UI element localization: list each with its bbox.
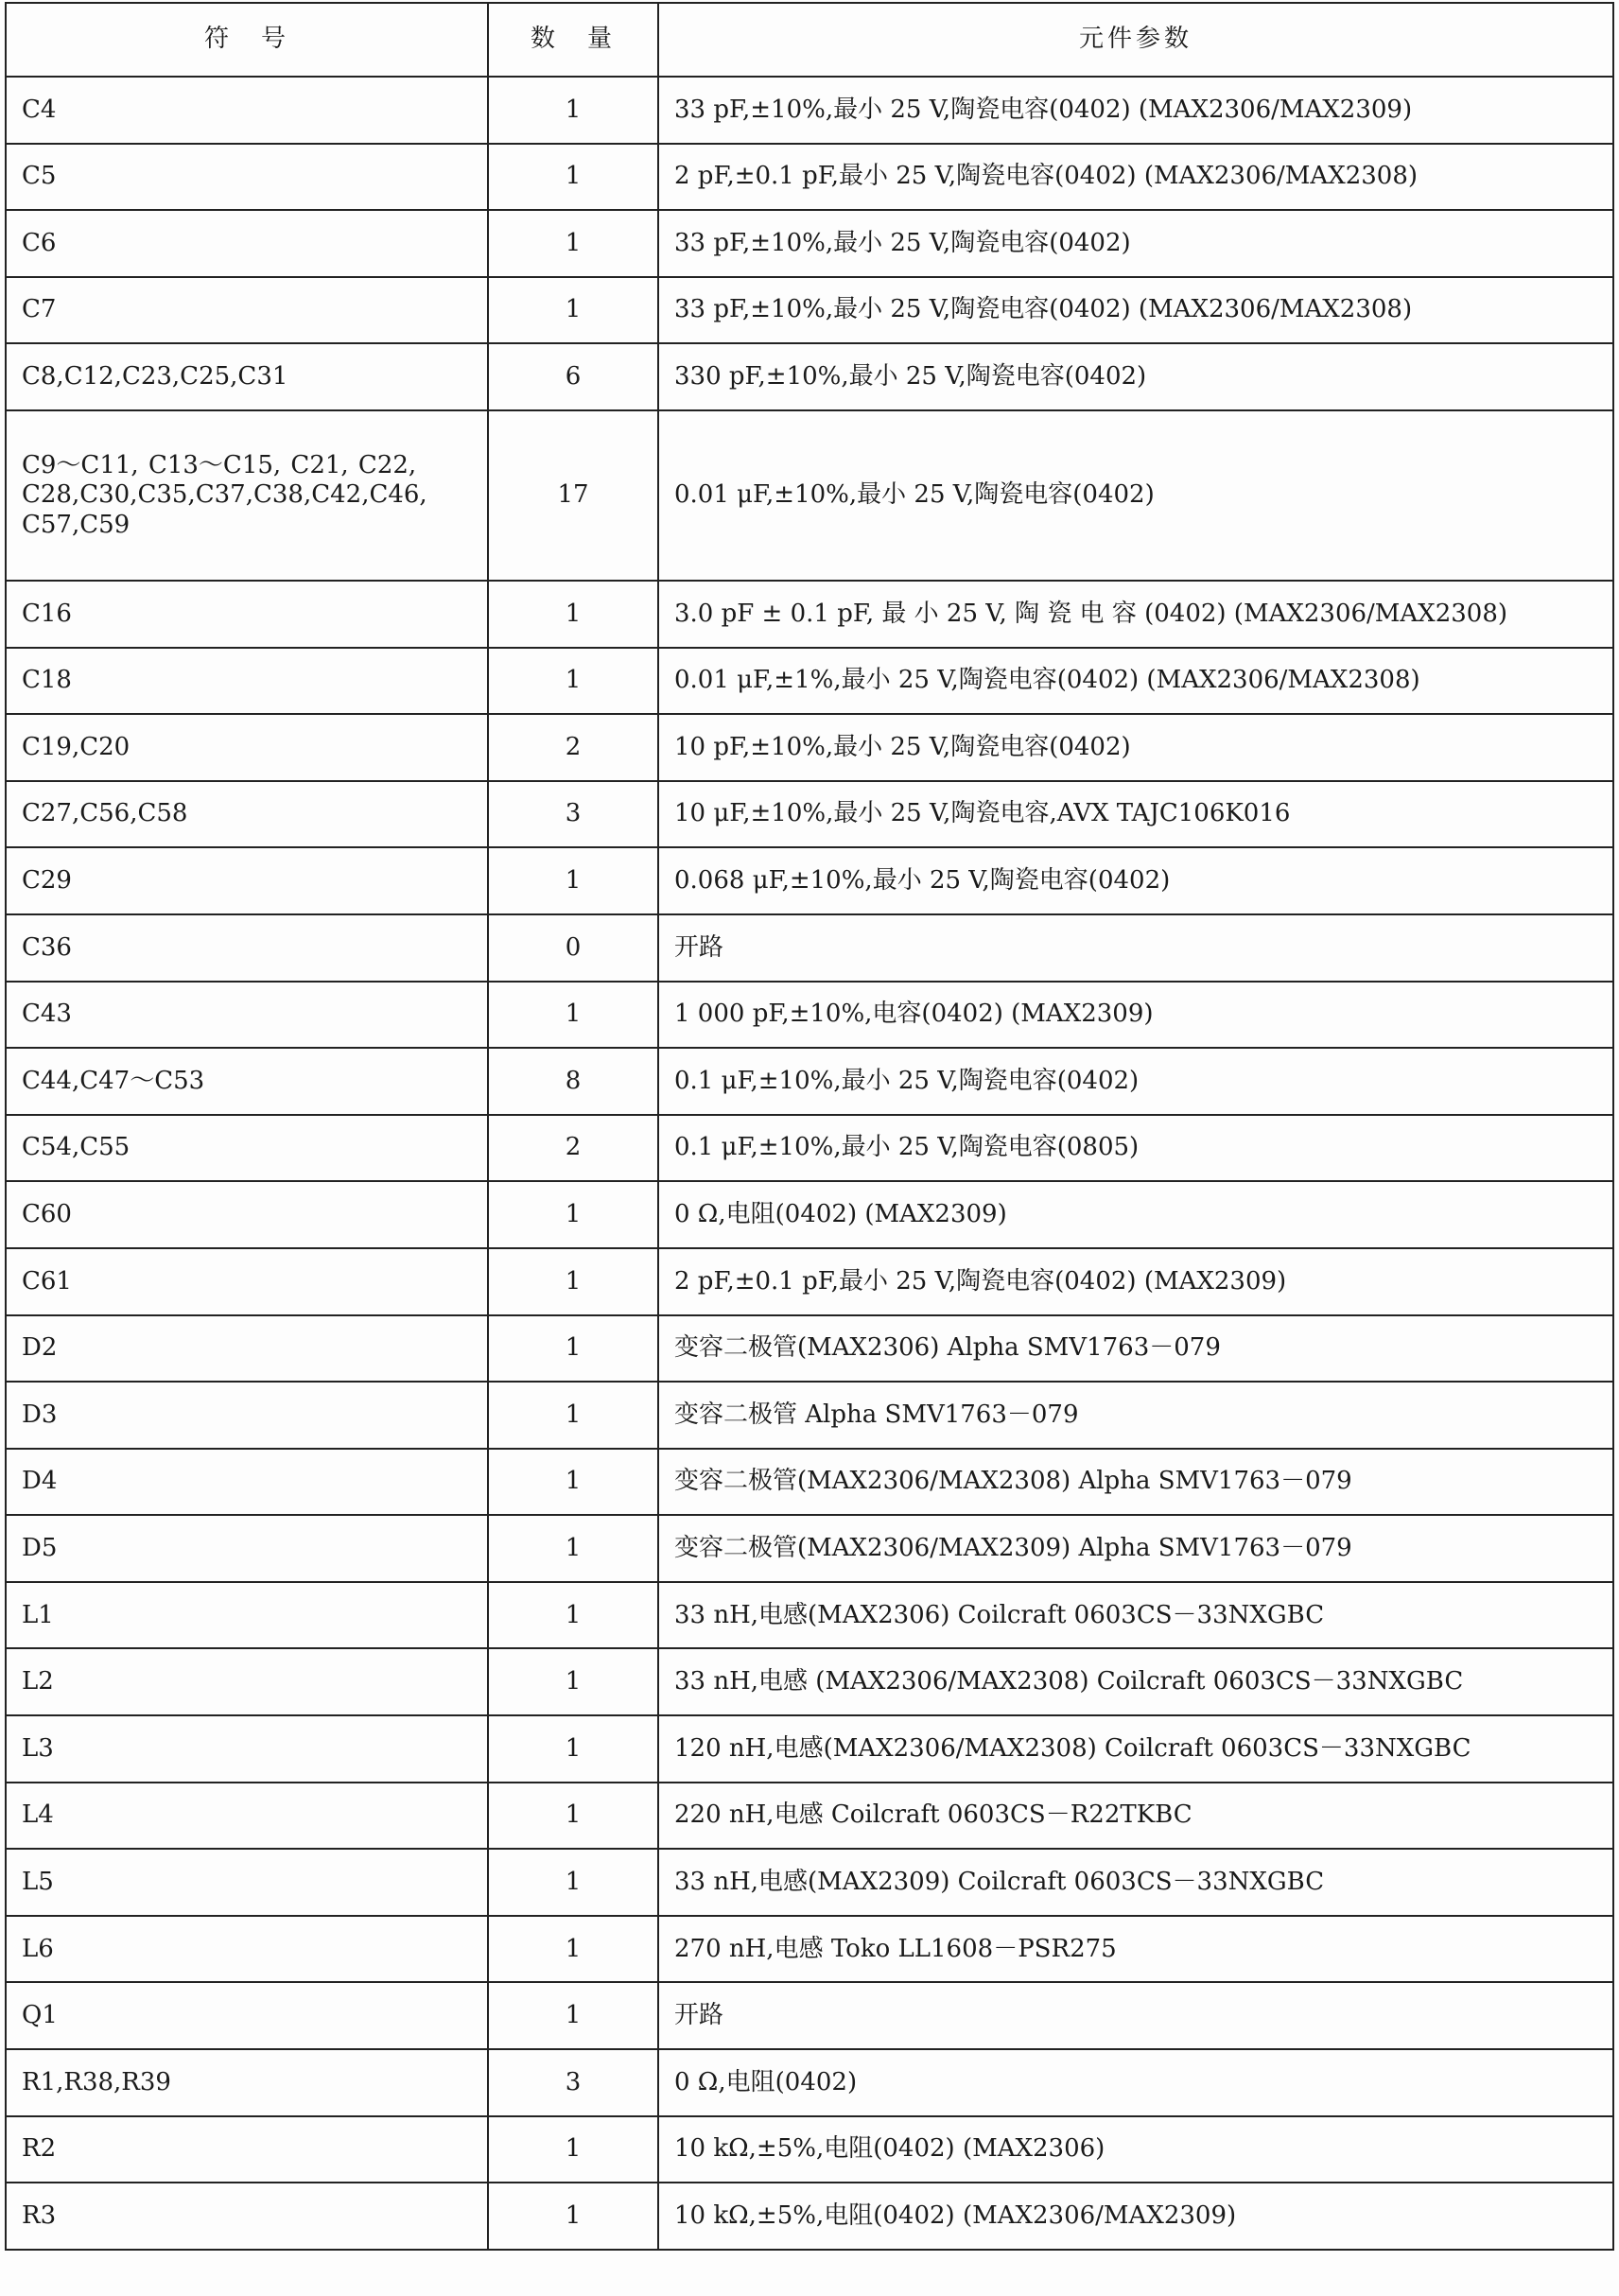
table-row <box>6 1048 1613 1115</box>
symbol-line: C36 <box>22 932 72 962</box>
symbol-line: D4 <box>22 1467 58 1496</box>
cell-symbol <box>6 1849 488 1916</box>
table-row <box>6 1115 1613 1182</box>
symbol-line: L4 <box>22 1800 54 1830</box>
cell-parameters: 10 μF,±10%,最小 25 V,陶瓷电容,AVX TAJC106K016 <box>658 781 1613 848</box>
cell-parameters: 变容二极管(MAX2306/MAX2308) Alpha SMV1763－079 <box>658 1449 1613 1516</box>
symbol-line: L5 <box>22 1867 54 1896</box>
symbol-line: C61 <box>22 1266 72 1296</box>
cell-symbol <box>6 1715 488 1783</box>
cell-quantity: 1 <box>488 1315 658 1383</box>
cell-parameters: 开路 <box>658 914 1613 982</box>
cell-parameters: 33 pF,±10%,最小 25 V,陶瓷电容(0402) <box>658 210 1613 277</box>
cell-quantity: 1 <box>488 1849 658 1916</box>
table-row <box>6 1449 1613 1516</box>
cell-symbol <box>6 781 488 848</box>
header-quantity: 数 量 <box>488 3 658 77</box>
table-row <box>6 914 1613 982</box>
cell-quantity: 3 <box>488 2049 658 2116</box>
cell-quantity: 1 <box>488 982 658 1049</box>
cell-parameters: 10 kΩ,±5%,电阻(0402) (MAX2306/MAX2309) <box>658 2183 1613 2250</box>
symbol-line: L2 <box>22 1667 54 1696</box>
cell-quantity: 1 <box>488 2116 658 2183</box>
cell-parameters: 变容二极管(MAX2306/MAX2309) Alpha SMV1763－079 <box>658 1515 1613 1582</box>
table-row <box>6 648 1613 715</box>
cell-quantity: 1 <box>488 1982 658 2049</box>
symbol-line: C16 <box>22 599 72 628</box>
cell-quantity: 1 <box>488 1648 658 1715</box>
symbol-line: C9～C11, C13～C15, C21, C22, <box>22 451 417 480</box>
cell-symbol <box>6 581 488 648</box>
table-row <box>6 144 1613 211</box>
symbol-line: C43 <box>22 1000 72 1029</box>
cell-quantity: 1 <box>488 1916 658 1983</box>
cell-quantity: 2 <box>488 1115 658 1182</box>
symbol-line: Q1 <box>22 2001 58 2030</box>
cell-symbol <box>6 1315 488 1383</box>
cell-quantity: 1 <box>488 2183 658 2250</box>
cell-symbol <box>6 648 488 715</box>
cell-symbol <box>6 1783 488 1850</box>
table-row <box>6 277 1613 344</box>
cell-symbol <box>6 1982 488 2049</box>
symbol-line: D5 <box>22 1533 58 1562</box>
table-row <box>6 1916 1613 1983</box>
cell-symbol <box>6 277 488 344</box>
symbol-line: C6 <box>22 228 57 257</box>
header-symbol: 符 号 <box>6 3 488 77</box>
table-row <box>6 1982 1613 2049</box>
symbol-line: L6 <box>22 1934 54 1963</box>
cell-symbol <box>6 2116 488 2183</box>
table-row <box>6 781 1613 848</box>
cell-quantity: 1 <box>488 77 658 144</box>
cell-parameters: 0.068 μF,±10%,最小 25 V,陶瓷电容(0402) <box>658 847 1613 914</box>
cell-symbol <box>6 1916 488 1983</box>
cell-quantity: 2 <box>488 714 658 781</box>
cell-parameters: 开路 <box>658 1982 1613 2049</box>
cell-quantity: 1 <box>488 1248 658 1315</box>
table-row <box>6 2049 1613 2116</box>
cell-quantity: 1 <box>488 1715 658 1783</box>
cell-symbol <box>6 847 488 914</box>
table-row <box>6 210 1613 277</box>
cell-parameters: 10 kΩ,±5%,电阻(0402) (MAX2306) <box>658 2116 1613 2183</box>
table-row <box>6 1715 1613 1783</box>
table-row <box>6 1315 1613 1383</box>
cell-symbol <box>6 77 488 144</box>
cell-parameters: 1 000 pF,±10%,电容(0402) (MAX2309) <box>658 982 1613 1049</box>
cell-quantity: 1 <box>488 1181 658 1248</box>
cell-quantity: 1 <box>488 144 658 211</box>
symbol-line: C7 <box>22 295 57 324</box>
symbol-line: L3 <box>22 1733 54 1763</box>
cell-symbol <box>6 2049 488 2116</box>
cell-parameters: 33 nH,电感 (MAX2306/MAX2308) Coilcraft 0603CS－33NXGBC <box>658 1648 1613 1715</box>
cell-parameters: 变容二极管(MAX2306) Alpha SMV1763－079 <box>658 1315 1613 1383</box>
table-header-row <box>6 3 1613 77</box>
symbol-line: C57,C59 <box>22 510 131 539</box>
table-row <box>6 1783 1613 1850</box>
cell-parameters: 220 nH,电感 Coilcraft 0603CS－R22TKBC <box>658 1783 1613 1850</box>
symbol-line: C54,C55 <box>22 1133 131 1162</box>
cell-symbol <box>6 1382 488 1449</box>
table-row <box>6 2116 1613 2183</box>
table-row <box>6 1849 1613 1916</box>
cell-quantity: 1 <box>488 1783 658 1850</box>
cell-quantity: 1 <box>488 1449 658 1516</box>
symbol-line: C4 <box>22 95 57 124</box>
header-parameters: 元件参数 <box>658 3 1613 77</box>
cell-symbol <box>6 982 488 1049</box>
cell-symbol <box>6 210 488 277</box>
cell-symbol <box>6 1248 488 1315</box>
cell-quantity: 1 <box>488 1582 658 1649</box>
cell-quantity: 0 <box>488 914 658 982</box>
cell-symbol <box>6 1582 488 1649</box>
cell-quantity: 3 <box>488 781 658 848</box>
cell-quantity: 6 <box>488 343 658 410</box>
cell-parameters: 33 nH,电感(MAX2306) Coilcraft 0603CS－33NXGBC <box>658 1582 1613 1649</box>
table-row <box>6 343 1613 410</box>
cell-parameters: 330 pF,±10%,最小 25 V,陶瓷电容(0402) <box>658 343 1613 410</box>
cell-symbol <box>6 1048 488 1115</box>
cell-symbol <box>6 1515 488 1582</box>
table-row <box>6 77 1613 144</box>
symbol-line: C44,C47～C53 <box>22 1066 205 1095</box>
table-row <box>6 581 1613 648</box>
cell-parameters: 0.1 μF,±10%,最小 25 V,陶瓷电容(0402) <box>658 1048 1613 1115</box>
symbol-line: C28,C30,C35,C37,C38,C42,C46, <box>22 480 427 510</box>
table-row <box>6 1515 1613 1582</box>
table-row <box>6 2183 1613 2250</box>
cell-symbol <box>6 1449 488 1516</box>
symbol-line: D3 <box>22 1400 58 1429</box>
symbol-line: L1 <box>22 1600 54 1629</box>
cell-symbol <box>6 144 488 211</box>
table-body <box>6 77 1613 2250</box>
cell-parameters: 2 pF,±0.1 pF,最小 25 V,陶瓷电容(0402) (MAX2309) <box>658 1248 1613 1315</box>
symbol-line: C27,C56,C58 <box>22 799 188 828</box>
table-row <box>6 1582 1613 1649</box>
symbol-line: R1,R38,R39 <box>22 2067 171 2096</box>
component-table <box>5 2 1614 2251</box>
cell-quantity: 1 <box>488 581 658 648</box>
cell-quantity: 1 <box>488 1515 658 1582</box>
symbol-line: C18 <box>22 666 72 695</box>
cell-parameters: 2 pF,±0.1 pF,最小 25 V,陶瓷电容(0402) (MAX2306/MAX2308) <box>658 144 1613 211</box>
cell-quantity: 8 <box>488 1048 658 1115</box>
cell-symbol <box>6 1181 488 1248</box>
symbol-line: R2 <box>22 2134 57 2164</box>
cell-parameters: 0 Ω,电阻(0402) <box>658 2049 1613 2116</box>
symbol-line: C60 <box>22 1200 72 1229</box>
table-row <box>6 982 1613 1049</box>
cell-symbol <box>6 1115 488 1182</box>
cell-quantity: 1 <box>488 210 658 277</box>
cell-quantity: 17 <box>488 410 658 581</box>
symbol-line: C29 <box>22 866 72 896</box>
cell-symbol <box>6 343 488 410</box>
table-row <box>6 1648 1613 1715</box>
cell-parameters: 0.1 μF,±10%,最小 25 V,陶瓷电容(0805) <box>658 1115 1613 1182</box>
symbol-line: C5 <box>22 162 57 191</box>
cell-parameters: 33 pF,±10%,最小 25 V,陶瓷电容(0402) (MAX2306/MAX2309) <box>658 77 1613 144</box>
cell-symbol <box>6 914 488 982</box>
cell-quantity: 1 <box>488 847 658 914</box>
symbol-line: R3 <box>22 2200 57 2230</box>
table-row <box>6 714 1613 781</box>
cell-parameters: 120 nH,电感(MAX2306/MAX2308) Coilcraft 0603CS－33NXGBC <box>658 1715 1613 1783</box>
table-row <box>6 847 1613 914</box>
symbol-line: C8,C12,C23,C25,C31 <box>22 362 288 391</box>
cell-parameters: 3.0 pF ± 0.1 pF, 最 小 25 V, 陶 瓷 电 容 (0402) (MAX2306/MAX2308) <box>658 581 1613 648</box>
cell-symbol <box>6 714 488 781</box>
cell-parameters: 0 Ω,电阻(0402) (MAX2309) <box>658 1181 1613 1248</box>
cell-quantity: 1 <box>488 648 658 715</box>
cell-symbol <box>6 1648 488 1715</box>
cell-parameters: 0.01 μF,±1%,最小 25 V,陶瓷电容(0402) (MAX2306/MAX2308) <box>658 648 1613 715</box>
cell-parameters: 0.01 μF,±10%,最小 25 V,陶瓷电容(0402) <box>658 410 1613 581</box>
table-row <box>6 1181 1613 1248</box>
symbol-line: D2 <box>22 1333 58 1363</box>
cell-quantity: 1 <box>488 1382 658 1449</box>
cell-symbol <box>6 410 488 581</box>
cell-quantity: 1 <box>488 277 658 344</box>
table-row <box>6 1248 1613 1315</box>
cell-parameters: 10 pF,±10%,最小 25 V,陶瓷电容(0402) <box>658 714 1613 781</box>
cell-parameters: 变容二极管 Alpha SMV1763－079 <box>658 1382 1613 1449</box>
cell-parameters: 33 nH,电感(MAX2309) Coilcraft 0603CS－33NXGBC <box>658 1849 1613 1916</box>
cell-parameters: 270 nH,电感 Toko LL1608－PSR275 <box>658 1916 1613 1983</box>
symbol-line: C19,C20 <box>22 732 131 761</box>
cell-parameters: 33 pF,±10%,最小 25 V,陶瓷电容(0402) (MAX2306/MAX2308) <box>658 277 1613 344</box>
table-row <box>6 410 1613 581</box>
cell-symbol <box>6 2183 488 2250</box>
table-row <box>6 1382 1613 1449</box>
